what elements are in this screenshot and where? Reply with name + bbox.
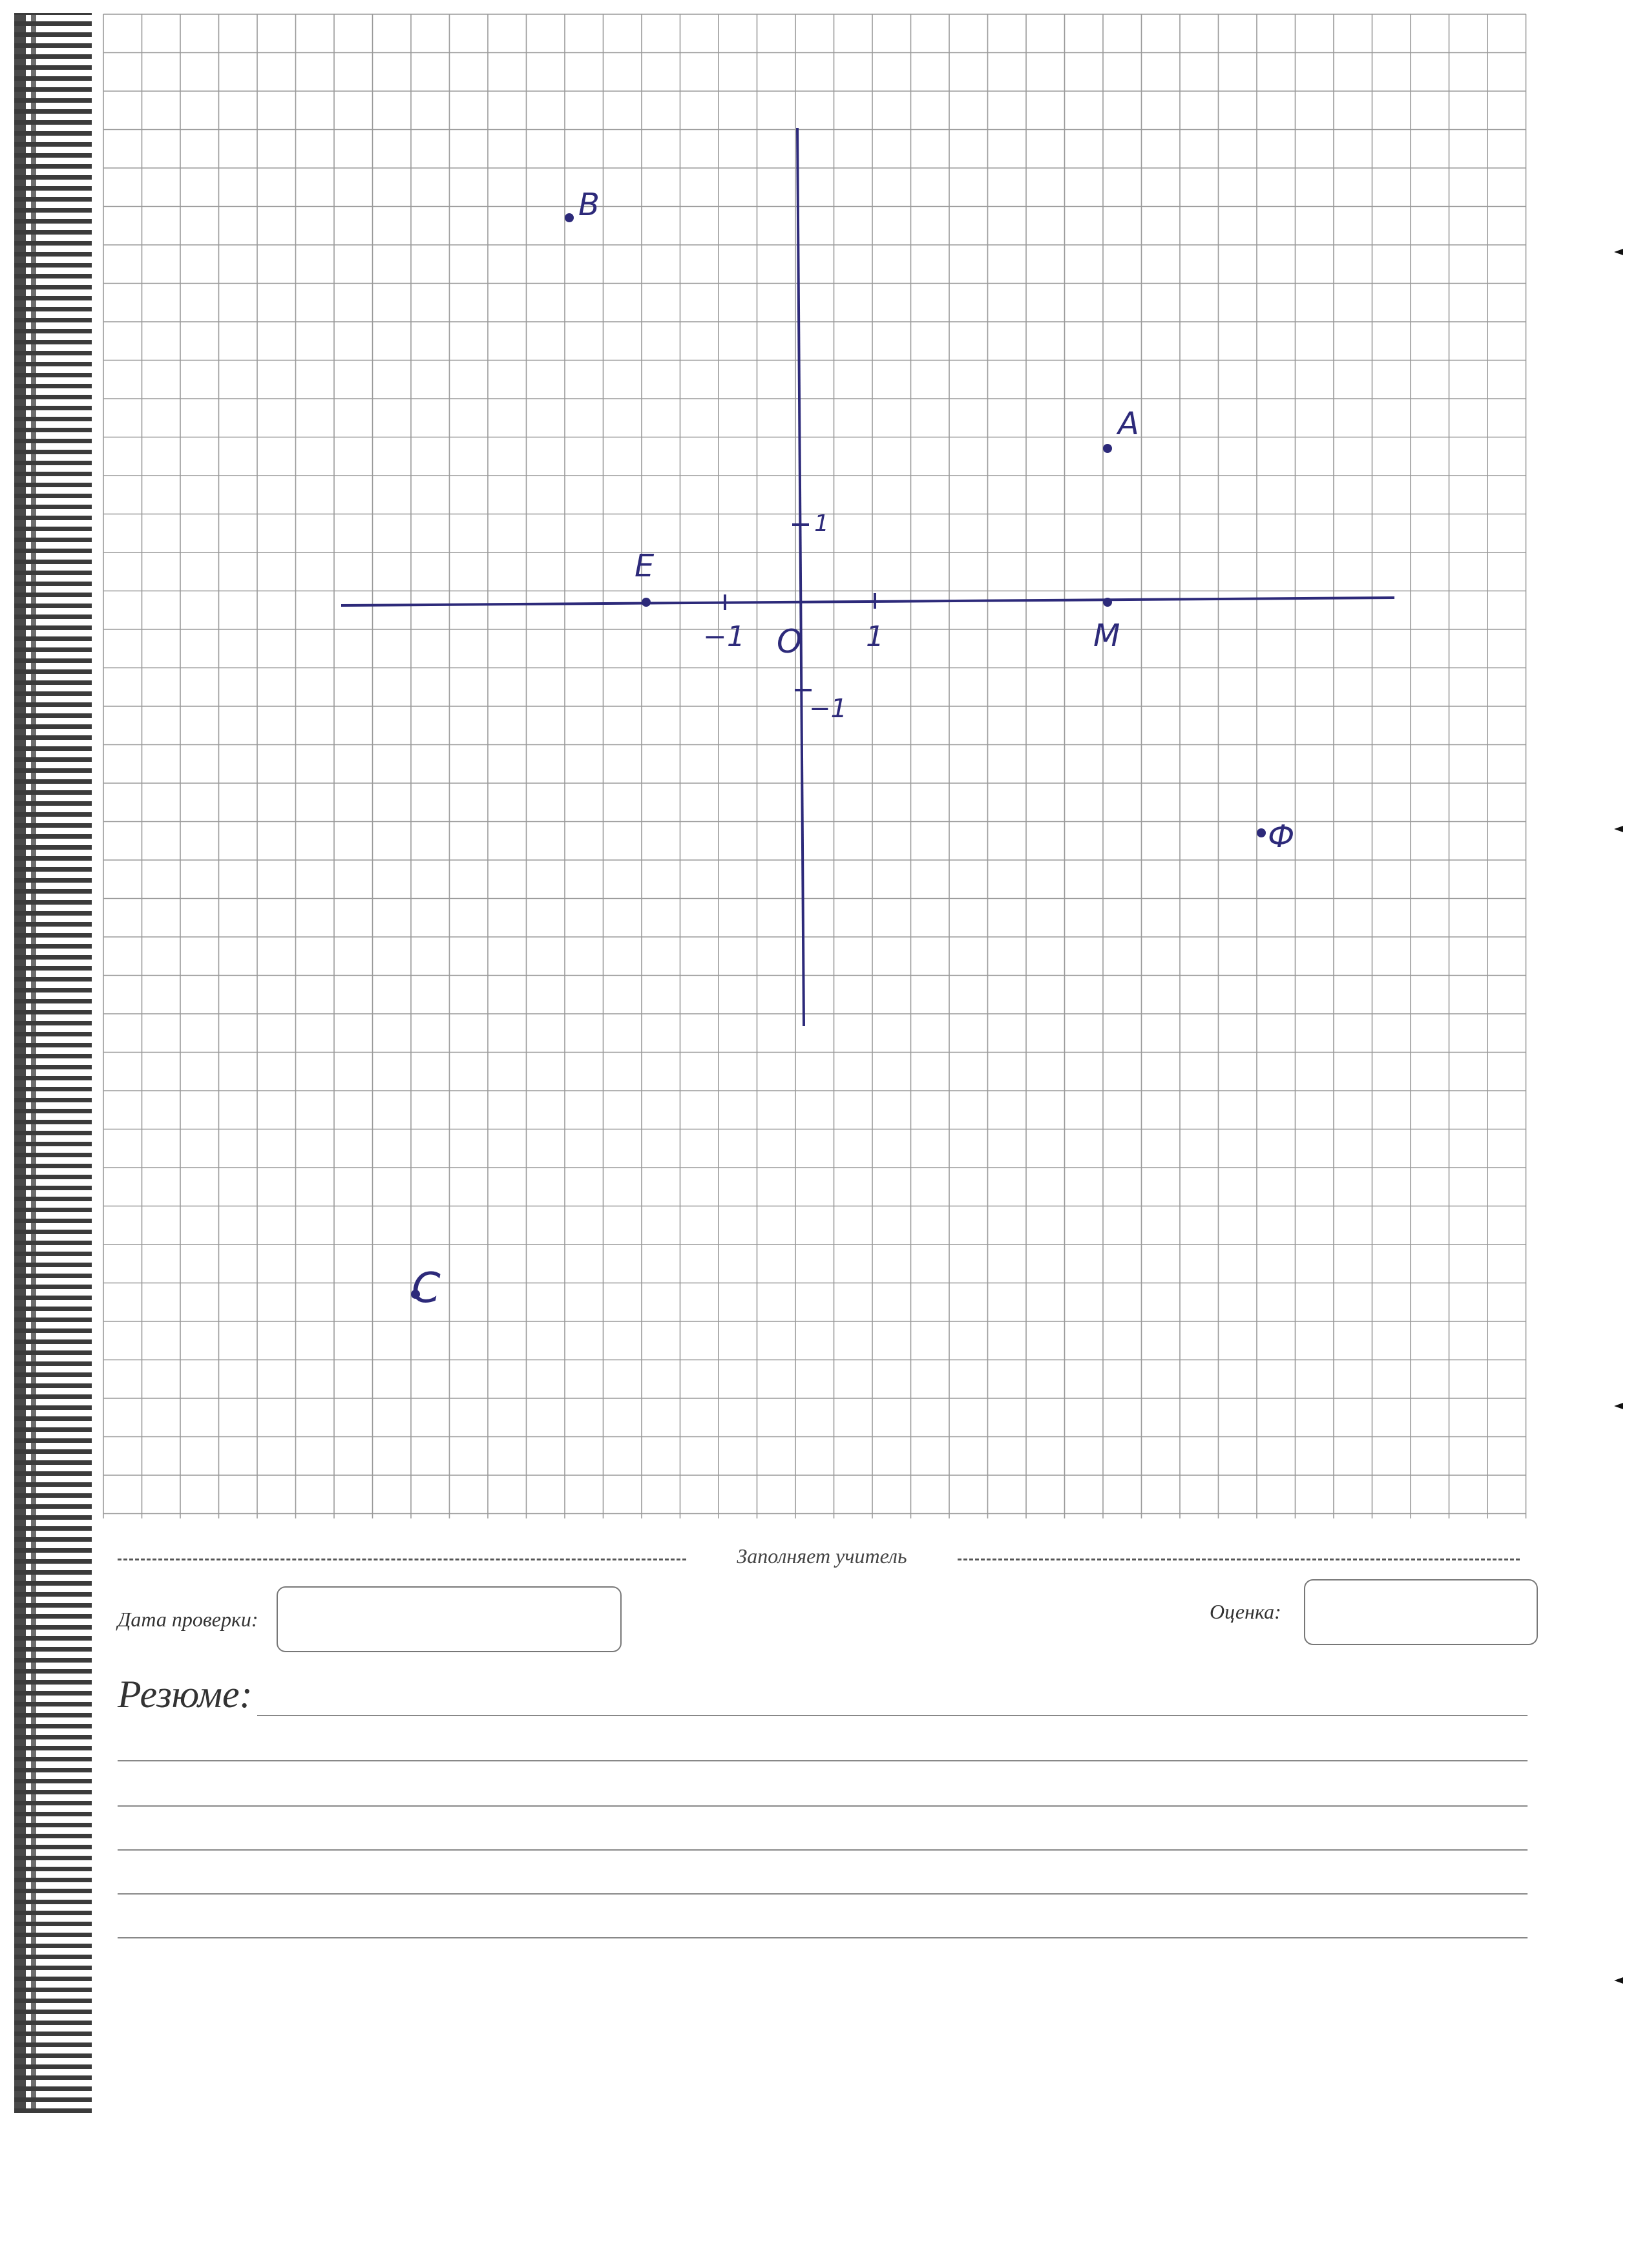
x-tick-pos-label: 1	[866, 620, 884, 653]
point-M-label: M	[1093, 618, 1120, 654]
point-Ф-label: Ф	[1268, 819, 1295, 855]
point-A-label: A	[1118, 406, 1139, 442]
summary-line[interactable]	[257, 1715, 1528, 1716]
point-B-label: B	[578, 187, 600, 223]
y-axis	[797, 128, 804, 1026]
check-date-field[interactable]	[277, 1586, 622, 1652]
y-tick-neg-label: −1	[809, 694, 847, 724]
point-E-label: E	[635, 548, 655, 584]
point-E-marker	[642, 598, 651, 607]
point-C-label: C	[412, 1265, 441, 1312]
coordinate-axes	[341, 128, 1394, 1026]
teacher-section-title: Заполняет учитель	[737, 1544, 907, 1568]
y-tick-pos-label: 1	[814, 510, 829, 537]
plotted-points	[411, 187, 1294, 1312]
point-A-marker	[1103, 444, 1112, 453]
grade-field[interactable]	[1304, 1579, 1538, 1645]
summary-title: Резюме:	[118, 1673, 253, 1716]
point-B-marker	[565, 213, 574, 222]
summary-line[interactable]	[118, 1937, 1528, 1938]
grid-lines	[103, 14, 1526, 1518]
summary-line[interactable]	[118, 1805, 1528, 1807]
x-axis	[341, 598, 1394, 605]
teacher-section-divider	[118, 1544, 1520, 1570]
point-Ф-marker	[1257, 828, 1266, 837]
page-marker	[1614, 1977, 1623, 1984]
summary-line[interactable]	[118, 1849, 1528, 1851]
grade-label: Оценка:	[1210, 1600, 1281, 1623]
check-date-label: Дата проверки:	[118, 1608, 258, 1631]
point-M-marker	[1103, 598, 1112, 607]
summary-line[interactable]	[118, 1760, 1528, 1761]
divider-dash-left	[118, 1559, 686, 1560]
x-tick-neg-label: −1	[703, 620, 745, 653]
divider-dash-right	[958, 1559, 1520, 1560]
summary-line[interactable]	[118, 1893, 1528, 1895]
origin-label: O	[777, 623, 803, 660]
